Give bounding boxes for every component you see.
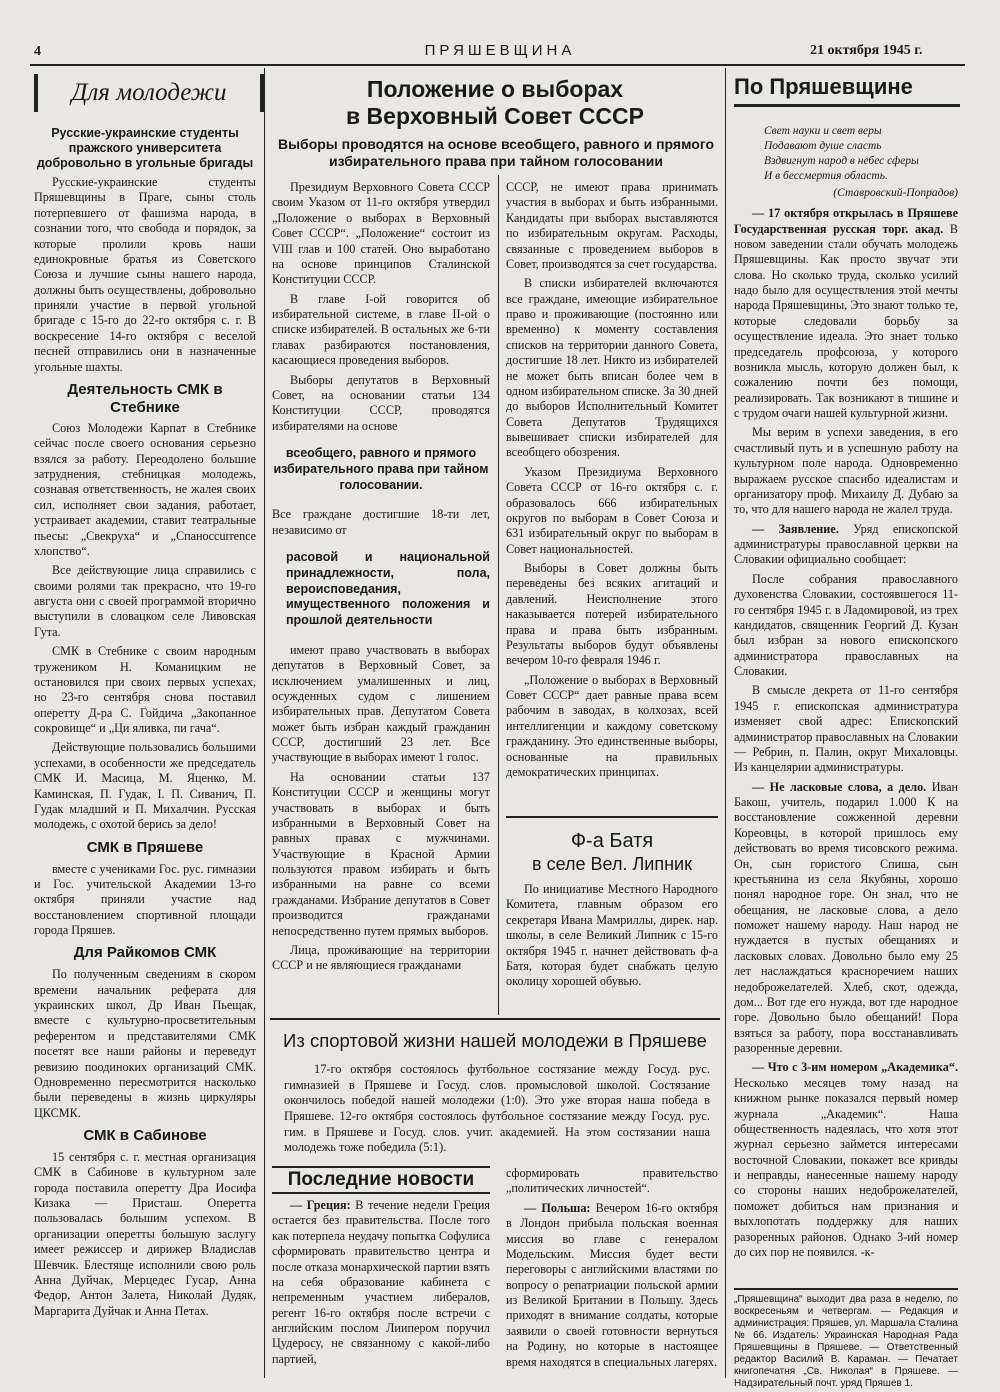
header-rule xyxy=(30,64,965,66)
article-stebnik-p2: Все действующие лица справились с своими ролями так прекрасно, что 19-го августа они с своей программой вторично выступили в словацком селе Ливовская Гута. xyxy=(34,563,256,639)
news-poland-label: — Польша: xyxy=(524,1200,591,1215)
article-students-text: Русские-украинские студенты Пряшевщины в Праге, сыны столь потерпевшего от фашизма народа, в сознании того, что свобода и порядок, за которые пролили кровь наши единокровные братья из Советского Союза и лучшие сыны нашего народа, должны быть осуществлены, добровольно приняли участие в первой угольной бригаде с 15-го до 22-го октября с. г. В воскресение 14-го октября с веселой песней отправились они в назначенные угольные шахты. xyxy=(34,175,256,374)
laskovye-text: Иван Бакош, учитель, подарил 1.000 К на восстановление сожженной деревни Кореовцы, в которой пришлось ему действовать во время тисовского режима. Он, сын гористого Спиша, сын крестьянина из села Якубяны, хорошо понял народное горе. Он знал, что не обещания, не ласковые слова, а дело поможет нашему народу. Наш народ не нуждается в пустых обещаниях и ласковых словах. Довольно было ему 25 лет наслаждаться красноречием наших недоброжелателей. Хлеб, скот, одежда, дом... Вот где его нужда, вот где народное горе. Довольно было обещаний! Пора взяться за работу, пора восстанавливать разоренные деревни. xyxy=(734,779,959,1056)
elections-a-bold2: расовой и национальной принадлежности, пола, вероисповедания, имущественного положения и прошлой деятельности xyxy=(286,550,490,627)
elections-b-p3: Указом Президиума Верховного Совета СССР от 16-го октября с. г. образовалось 666 избирательных округов по выборам в Совет Союза и 631 избирательный округ по выборам в Совет национальностей. xyxy=(506,464,718,556)
elections-b-p1: СССР, не имеют права принимать участия в выборах и быть избранными. Кандидаты при выборах выставляются по избирательным округам. Расходы, связанные с проведением выборов в Совет, производятся за счет государства. xyxy=(506,180,718,271)
news-column-a xyxy=(272,1198,490,1384)
article-raikom-text: По полученным сведениям в скором времени начальник реферата для украинских школ, Др Иван Пьещак, вместе с культурно-просветительным референтом и представителями СМК посетят все наши районы и переведут ревизию поодиноких организаций СМК. Одновременно пересмотрится насколько были переведены в жизнь циркуляры ЦКСМК. xyxy=(34,967,256,1120)
page-number: 4 xyxy=(34,44,41,59)
zayavlenie-lead: — Заявление. xyxy=(752,521,839,536)
akademia-lead: — 17 октября открылась в Пряшеве Государственная русская торг. акад. xyxy=(734,206,958,236)
article-presov-text: вместе с учениками Гос. рус. гимназии и Гос. учительской Академии 13-го октября приняли участие над восстановлением спортивной площади города Пряшев. xyxy=(34,861,256,938)
issue-date: 21 октября 1945 г. xyxy=(810,43,923,58)
zayavlenie-p1 xyxy=(734,522,958,568)
article-sabinov-text: 15 сентября с. г. местная организация СМК в Сабинове в культурном зале города поставила оперетту Дра Иосифа Кизака — Присташ. Оперетта пользовалась большим успехом. В организации оперетты большую заслугу имеет режиссер и дирижер Владислав Шевчик. Блестяще исполнили свою роль Анна Дуйчак, Мерцедес Гусар, Анна Федор, Антон Залета, Николай Дудяк, Маргарита Дуйчак и Анна Петах. xyxy=(34,1149,256,1318)
batya-article xyxy=(506,882,718,1008)
presov-section-box xyxy=(734,72,960,110)
elections-b-p4: Выборы в Совет должны быть переведены без всяких агитаций и давлений. Неисполнение этого наказывается потерей избирательного права и права быть избранным. Результаты выборов будут объявлены вечером 10-го февраля 1946 г. xyxy=(506,561,718,668)
zayavlenie-p3: В смысле декрета от 11-го сентября 1945 г. епископская администратура изменяет свой адрес: Епископский администратор православных на Словакии — Ребрин, п. Палин, округ Михаловцы. Из канцелярии администратуры. xyxy=(734,683,958,775)
akademia-p1 xyxy=(734,206,958,421)
elections-b-p2: В списки избирателей включаются все граждане, имеющие избирательное право и проживающие (постоянно или временно) к моменту составления списков на территории данного Совета, достигшие 18 лет. Никто из избирателей не может быть вписан более чем в одном избирательном списке. За 30 дней до выборов Исполнительный Комитет Совета Депутатов Трудящихся вывешивает списки избирателей для всеобщего обозрения. xyxy=(506,276,718,460)
imprint-rule xyxy=(734,1288,958,1290)
laskovye-lead: — Не ласковые слова, а дело. xyxy=(752,779,927,794)
news-title: Последние новости xyxy=(287,1169,475,1190)
article-students-title: Русские-украинские студенты пражского университета добровольно в угольные бригады xyxy=(36,126,254,170)
youth-section-box xyxy=(34,74,264,112)
elections-a-bold1: всеобщего, равного и прямого избирательного права при тайном голосовании. xyxy=(273,446,489,492)
poem-line-3: Вздвигнут народ в небес сферы xyxy=(764,154,919,167)
news-greece-label: — Греция: xyxy=(290,1198,351,1212)
poem xyxy=(764,124,958,184)
batya-top-rule xyxy=(506,816,718,818)
news-poland xyxy=(506,1201,718,1370)
elections-a-p2: В главе I-ой говорится об избирательной системе, в главе II-ой о списке избирателей. В остальных же 6-ти главах разбираются постановления, касающиеся проведения выборов. xyxy=(272,291,490,368)
elections-a-p1: Президиум Верховного Совета СССР своим Указом от 11-го октября утвердил „Положение о выборах в Верховный Совет СССР“. „Положение“ состоит из VIII глав и 100 статей. Оно выработано на основе принципов Сталинской Конституции СССР. xyxy=(272,180,490,287)
laskovye-p1 xyxy=(734,780,958,1057)
col-divider-2 xyxy=(725,68,726,1378)
youth-section-title: Для молодежи xyxy=(71,79,227,106)
sport-article xyxy=(284,1062,710,1158)
presov-title-rule xyxy=(734,104,960,107)
akademik-p1 xyxy=(734,1060,958,1260)
imprint-box xyxy=(734,1294,958,1389)
akademia-text: В новом заведении стали обучать молодежь Пряшевщины. Как просто звучат эти слова. Но сколько труда, сколько усилий надо было для осуществления этой мечты народа Пряшевщины, Это знают только те, которые следовали борьбу за осуществление идеала. Это знает только председатель профсоюза, у которого возникла мысль, которую должен был, к сожалению почти без помощи, реализировать. Так возникают в тишине и с трудом очаги нашей культурной жизни. xyxy=(734,221,959,421)
akademia-p2: Мы верим в успехи заведения, в его счастливый путь и в успешную работу на культурном поле народа. Одновременно выражаем русское спасибо идеалистам и организатору проф. Михаилу Д. Дубаю за то, что для нашего народа не жалел труда. xyxy=(734,425,958,517)
col-divider-1 xyxy=(264,68,265,1378)
news-greece xyxy=(272,1198,490,1367)
sport-text: 17-го октября состоялось футбольное состязание между Госуд. рус. гимназией в Пряшеве и Госуд. слов. промысловой школой. Состязание окончилось победой нашей молодежи (1:0). Это уже вторая наша победа в Пряшеве. 12-го октября состоялось футбольное состязание между Госуд. рус. гим. в Пряшеве и Госуд. слов. учит. академией. На этом состязании наша молодежь тоже победила (5:1). xyxy=(284,1062,710,1155)
zayavlenie-text: Уряд епископской администратуры православной церкви на Словакии официально сообщает: xyxy=(734,521,958,567)
batya-title-line1: Ф-а Батя xyxy=(570,830,654,852)
news-greece-text: В течение недели Греция остается без правительства. После того как потерпела неудачу попытка Софулиса сформировать правительство центра и после отказа монархической партии взять на себя образование кабинета с непременным участием либералов, регент 16-го октября после встречи с английским послом Лиипером поручил Цудеросу, не связанному с какой-либо партией, xyxy=(272,1198,490,1366)
article-raikom-title: Для Райкомов СМК xyxy=(73,944,217,962)
elections-subtitle: Выборы проводятся на основе всеобщего, равного и прямого избирательного права при тайном голосовании xyxy=(277,136,715,169)
elections-title-line2: в Верховный Совет СССР xyxy=(346,103,644,129)
elections-a-p6: На основании статьи 137 Конституции СССР и женщины могут участвовать в выборах и быть избранными в Верховный Совет на равных правах с мужчинами. Участвующие в Красной Армии пользуются правом избирать и быть избранными на равне со всеми гражданами. Избрание депутатов в Совет производится гражданами непосредственно путем прямых выборов. xyxy=(272,769,490,938)
elections-a-p4: Все граждане достигшие 18-ти лет, независимо от xyxy=(272,507,490,537)
akademik-text: Несколько месяцев тому назад на книжном рынке показался первый номер журнала „Академик“. Наша общественность надеялась, что хотя этот журнал серьезно займется интересами восточной Словакии, покажет все кривды и неправды, нанесенные нашему народу со стороны наших недоброжелателей, поможет добиться нам признания и выхлопотать поддержку для наших разоренных районов. Однако 3-ий номер до сих пор не появился. -к- xyxy=(734,1075,958,1259)
article-sabinov-title: СМК в Сабинове xyxy=(83,1127,207,1145)
elections-a-p5: имеют право участвовать в выборах депутатов в Верховный Совет, за исключением умалишенных и лиц, осужденных судом с лишением избирательных прав. Депутатом Совета может быть избран каждый гражданин СССР, достигший 23 лет. Все участвующие в выборах имеют 1 голос. xyxy=(272,642,490,765)
article-stebnik-title: Деятельность СМК в Стебнике xyxy=(67,380,223,416)
akademik-lead: — Что с 3-им номером „Академика“. xyxy=(752,1060,958,1075)
youth-column xyxy=(34,120,256,1382)
elections-a-p3: Выборы депутатов в Верховный Совет, на основании статьи 134 Конституции СССР, проводятся избирателями на основе xyxy=(272,372,490,433)
imprint-text: „Пряшевщина“ выходит два раза в неделю, по воскресеньям и четвергам. — Редакция и администрация: Пряшев, ул. Маршала Сталина № 66. Издатель: Украинская Народная Рада Пряшевщины в Пряшеве. — Ответственный редактор Василий В. Караман. — Печатает книгопечатня „Св. Николая“ в Пряшеве. — Надзирательный почт. уряд Пряшев 1. xyxy=(734,1294,958,1389)
col-divider-3 xyxy=(498,175,499,1015)
sport-top-rule xyxy=(270,1018,720,1020)
batya-title-line2: в селе Вел. Липник xyxy=(532,854,692,874)
elections-column-a xyxy=(272,180,490,1012)
article-stebnik-p4: Действующие пользовались большими успехами, в особенности же председатель СМК И. Масица, М. Яценко, М. Каминская, П. Гудак, І. П. Сиванич, П. Гудак младший и П. Михалчин. Русская молодежь, с охотой берись за дело! xyxy=(34,740,256,832)
batya-text: По инициативе Местного Народного Комитета, главным образом его секретаря Ивана Мамриллы, дирек. нар. школы, в селе Великий Липник с 15-го октября 1945 г. начнет действовать ф-а Батя, которая будет снабжать целую околицу хорошей обувью. xyxy=(506,882,718,989)
newspaper-name: ПРЯШЕВЩИНА xyxy=(424,42,576,59)
article-presov-title: СМК в Пряшеве xyxy=(86,838,204,856)
article-stebnik-p3: СМК в Стебнике с своим народным тружеником Н. Команицким не остановился при своих первых успехах, но 23-го сентября снова поставил оперетту Д-ра С. Гойдича „Закопанное сокровище“ и „Ци яливка, пи гача“. xyxy=(34,644,256,735)
elections-b-p5: „Положение о выборах в Верховный Совет СССР“ дает равные права всем рабочим в заводах, в колхозах, всей интеллигенции и каждому советскому гражданину. Это единственные выборы, основанные на правильных демократических принципах. xyxy=(506,672,718,779)
presov-section-title: По Пряшевщине xyxy=(734,74,913,99)
presov-column xyxy=(734,120,959,1259)
article-stebnik-p1: Союз Молодежи Карпат в Стебнике сейчас после своего основания серьезно взялся за работу. Переодолено большие затруднения, стебницкая молодежь, сознавая ответственность, не жалея своих сил, исполняет свои задания, работает, устраивает академии, ставит театральные пьесы: „Свекруха“ и „Спанoccurrence хлопство“. xyxy=(34,420,256,558)
news-column-b xyxy=(506,1166,718,1382)
poem-line-2: Подавают душе сласть xyxy=(764,139,882,152)
elections-column-b xyxy=(506,180,718,808)
news-greece-cont: сформировать правительство „политических личностей“. xyxy=(506,1166,718,1196)
poem-line-1: Свет науки и свет веры xyxy=(764,125,882,137)
poem-line-4: И в бессмертия область. xyxy=(764,169,888,182)
news-title-box xyxy=(272,1166,490,1194)
news-poland-text: Вечером 16-го октября в Лондон прибыла польская военная миссия во главе с генералом Модельским. Миссия будет вести переговоры с английскими властями по вопросу о репатриации польской армии из Великой Британии в Польшу. Здесь приходят в внимание солдаты, которые заявили о своей готовности вернуться на Родину, но которые в настоящее время находятся в специальных лагерях. xyxy=(506,1200,719,1369)
zayavlenie-p2: После собрания православного духовенства Словакии, состоявшегося 11-го сентября 1945 г. в Ладомировой, из трех кандидатов, священник Георгий Д. Кузан был избран за нового епископского администратора православных на Словакии. xyxy=(734,571,958,679)
poem-author: (Ставровский-Попрадов) xyxy=(833,186,958,199)
elections-title-line1: Положение о выборах xyxy=(366,76,624,102)
sport-title: Из спортовой жизни нашей молодежи в Пряшеве xyxy=(283,1030,707,1051)
elections-a-p7: Лица, проживающие на территории СССР и не являющиеся гражданами xyxy=(272,942,490,973)
